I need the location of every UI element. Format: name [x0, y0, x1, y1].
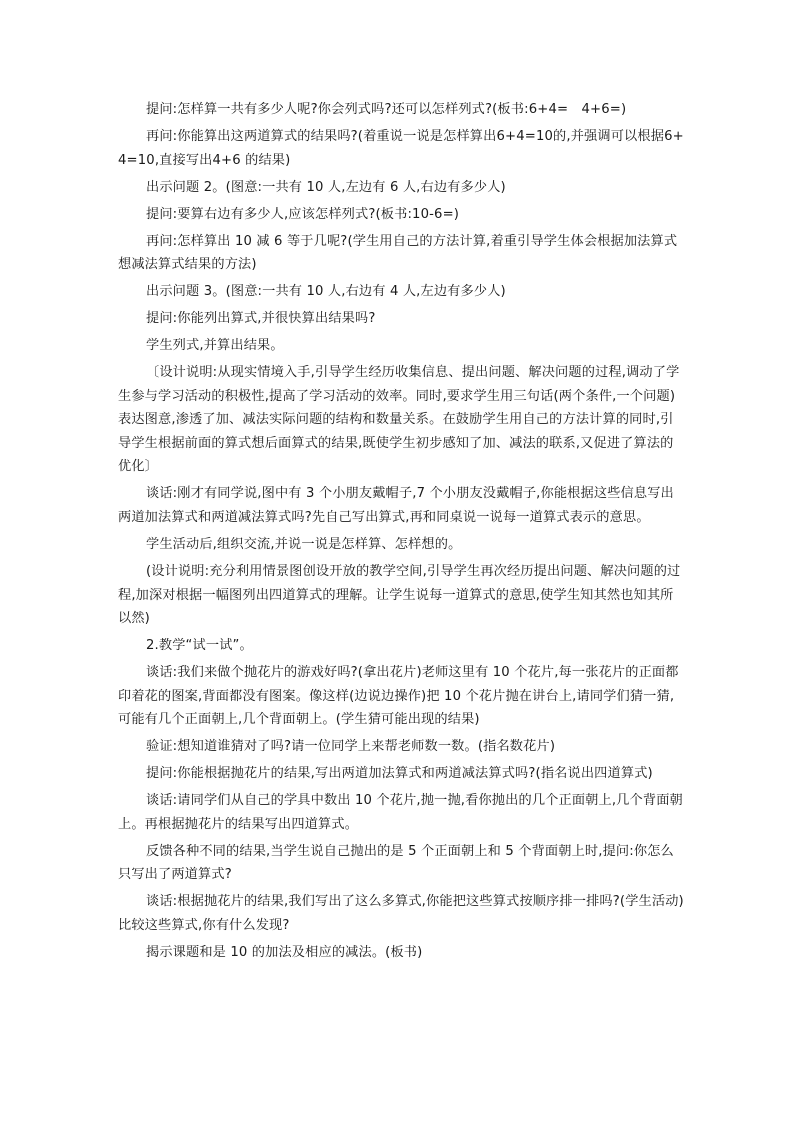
- paragraph-ask-how-many: 提问:怎样算一共有多少人呢?你会列式吗?还可以怎样列式?(板书:6+4= 4+6=): [146, 102, 627, 117]
- paragraph-students-calc: 学生列式,并算出结果。: [146, 338, 284, 354]
- paragraph-design-note-2: (设计说明:充分利用情景图创设开放的教学空间,引导学生再次经历提出问题、解决问题的过程,加深对根据一幅图列出四道算式的理解。让学生说每一道算式的意思,使学生知其然也知其所以然): [118, 563, 681, 627]
- paragraph-ask-right-side: 提问:要算右边有多少人,应该怎样列式?(板书:10-6=): [146, 206, 460, 222]
- paragraph-talk-students-toss: 谈话:请同学们从自己的学具中数出 10 个花片,抛一抛,看你抛出的几个正面朝上,几个背面朝上。再根据抛花片的结果写出四道算式。: [118, 793, 683, 832]
- paragraph-feedback: 反馈各种不同的结果,当学生说自己抛出的是 5 个正面朝上和 5 个背面朝上时,提问:你怎么只写出了两道算式?: [118, 843, 674, 883]
- paragraph-design-note-1: 〔设计说明:从现实情境入手,引导学生经历收集信息、提出问题、解决问题的过程,调动了学生参与学习活动的积极性,提高了学习活动的效率。同时,要求学生用三句话(两个条件,一个问题)表达图意,渗透了加、减法实际问题的结构和数量关系。在鼓励学生用自己的方法计算的同时,引导学生根据前面的算式想后面算式的结果,既使学生初步感知了加、减法的联系,又促进了算法的优化〕: [118, 365, 680, 475]
- paragraph-ask-10-minus-6: 再问:怎样算出 10 减 6 等于几呢?(学生用自己的方法计算,着重引导学生体会根据加法算式想减法算式结果的方法): [118, 233, 678, 273]
- paragraph-ask-results: 再问:你能算出这两道算式的结果吗?(着重说一说是怎样算出6+4=10的,并强调可以根据6+4=10,直接写出4+6 的结果): [118, 128, 684, 168]
- paragraph-ask-equation: 提问:你能列出算式,并很快算出结果吗?: [146, 311, 376, 327]
- document-page: [118, 98, 684, 965]
- paragraph-talk-hats: 谈话:刚才有同学说,图中有 3 个小朋友戴帽子,7 个小朋友没戴帽子,你能根据这些信息写出两道加法算式和两道减法算式吗?先自己写出算式,再和同桌说一说每一道算式表示的意思。: [118, 486, 674, 526]
- paragraph-exchange: 学生活动后,组织交流,并说一说是怎样算、怎样想的。: [146, 537, 462, 552]
- paragraph-ask-four-equations: 提问:你能根据抛花片的结果,写出两道加法算式和两道减法算式吗?(指名说出四道算式): [146, 766, 653, 782]
- paragraph-problem-2: 出示问题 2。(图意:一共有 10 人,左边有 6 人,右边有多少人): [146, 179, 506, 195]
- paragraph-talk-flower-game: 谈话:我们来做个抛花片的游戏好吗?(拿出花片)老师这里有 10 个花片,每一张花片的正面都印着花的图案,背面都没有图案。像这样(边说边操作)把 10 个花片抛在讲台上,请同学们猜一猜,可能有几个正面朝上,几个背面朝上。(学生猜可能出现的结果): [118, 665, 679, 728]
- section-heading-try: 2.教学“试一试”。: [146, 638, 253, 654]
- paragraph-problem-3: 出示问题 3。(图意:一共有 10 人,右边有 4 人,左边有多少人): [146, 284, 506, 300]
- paragraph-verify: 验证:想知道谁猜对了吗?请一位同学上来帮老师数一数。(指名数花片): [146, 739, 556, 755]
- paragraph-reveal-topic: 揭示课题和是 10 的加法及相应的减法。(板书): [146, 945, 423, 961]
- paragraph-talk-order: 谈话:根据抛花片的结果,我们写出了这么多算式,你能把这些算式按顺序排一排吗?(学生活动)比较这些算式,你有什么发现?: [118, 894, 684, 934]
